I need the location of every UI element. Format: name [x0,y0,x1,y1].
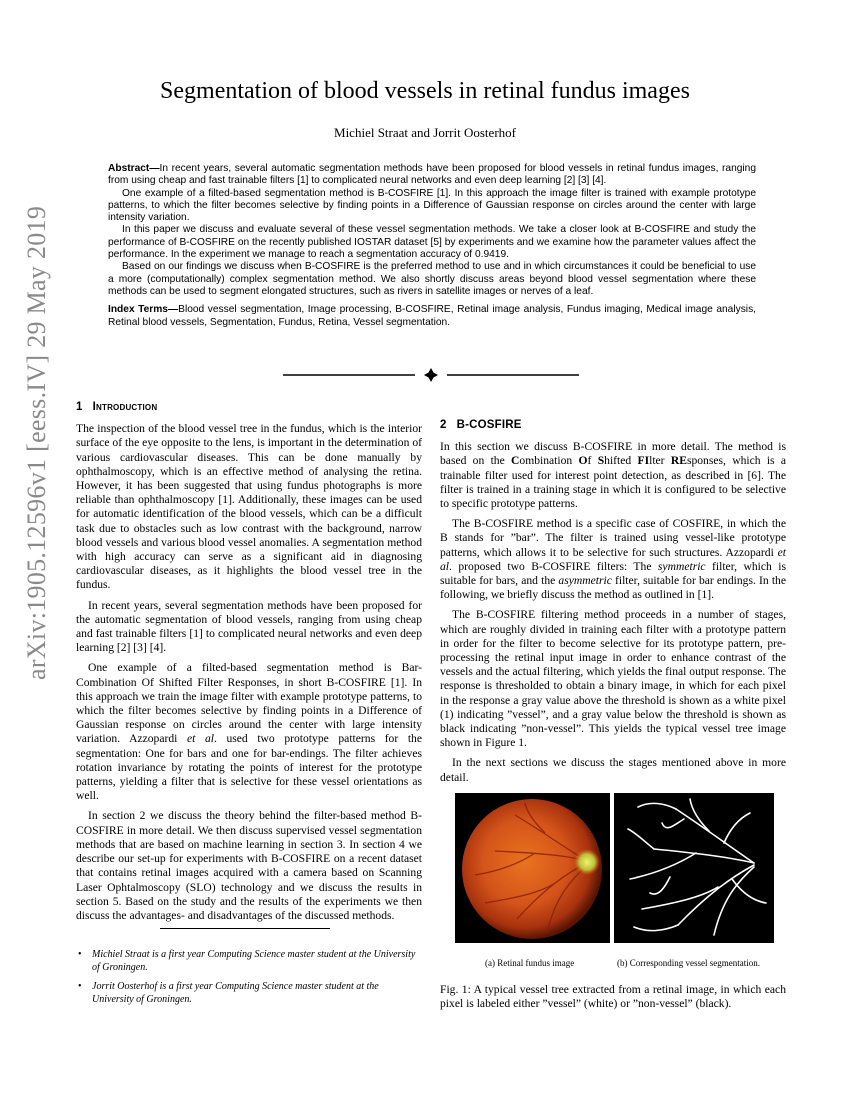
retinal-fundus-image [455,793,610,943]
paper-title: Segmentation of blood vessels in retinal fundus images [160,78,690,104]
abstract-p4: Based on our findings we discuss when B-COSFIRE is the preferred method to use and in which circumstances it could be beneficial to use a more (computationally) complex segmentation method. We also shortly discuss areas beyond blood vessel segmentation where these methods can be used to segment elongated structures, such as rivers in satellite images or nerves of a leaf. [108,261,756,297]
abstract-label: Abstract [108,163,150,174]
footnotes [76,948,422,1012]
footnote-rule [160,928,330,929]
left-column [76,400,422,929]
figure-caption: Fig. 1: A typical vessel tree extracted from a retinal image, in which each pixel is labeled either ”vessel” (white) or ”non-vessel” (black). [440,983,786,1011]
bcosfire-p2: The B-COSFIRE method is a specific case of COSFIRE, in which the B stands for ”bar”. The filter is trained using vessel-like prototype patterns, which allows it to be selective for such structures. Azzopardi et al. proposed two B-COSFIRE filters: The symmetric filter, which is suitable for bars, and the asymmetric filter, suitable for bar endings. In the following, we briefly discuss the method as outlined in [1]. [440,517,786,602]
bcosfire-p4: In the next sections we discuss the stages mentioned above in more detail. [440,756,786,784]
intro-p3: One example of a filted-based segmentation method is Bar-Combination Of Shifted Filter Responses, in short B-COSFIRE [1]. In this approach we train the image filter with example prototype patterns, to which the filter becomes selective by finding points in a Difference of Gaussian response on circles around the center with large intensity variation. Azzopardi et al. used two prototype patterns for the segmentation: One for bars and one for bar-endings. The filter achieves rotation invariance by rotating the points of interest for the prototype patterns, yielding a filter that is selective for these vessel orientations as well. [76,661,422,803]
paper-authors: Michiel Straat and Jorrit Oosterhof [334,125,516,140]
footnote-1: • Michiel Straat is a first year Computing Science master student at the University of Groningen. [76,948,422,974]
subcaption-a: (a) Retinal fundus image [485,958,575,968]
index-terms-label: Index Terms [108,304,168,316]
abstract-p1: In recent years, several automatic segmentation methods have been proposed for blood vessels in retinal fundus images, ranging from using cheap and fast trainable filters [1] to complicated neural networks and even deep learning [2] [3] [4]. [108,163,756,187]
subcaption-b: (b) Corresponding vessel segmentation. [617,958,760,968]
intro-p4: In section 2 we discuss the theory behind the filter-based method B-COSFIRE in more detail. We then discuss supervised vessel segmentation methods that are based on machine learning in section 3. In section 4 we describe our set-up for experiments with B-COSFIRE on a recent dataset that contains retinal images acquired with a camera based on Scanning Laser Ophtalmoscopy (SLO) technology and we discuss the results in section 5. Based on the study and the results of the experiments we then discuss the advantages- and disadvantages of the discussed methods. [76,809,422,922]
right-column [440,418,786,791]
index-terms: Index Terms—Blood vessel segmentation, Image processing, B-COSFIRE, Retinal image analysis, Fundus imaging, Medical image analysis, Retinal blood vessels, Segmentation, Fundus, Retina, Vessel segmentation. [108,304,756,328]
footnote-2: • Jorrit Oosterhof is a first year Computing Science master student at the University of Groningen. [76,980,422,1006]
section-2-heading: 2 B-COSFIRE [440,419,522,431]
vessel-segmentation-image [614,793,774,943]
abstract-p2: One example of a filted-based segmentation method is B-COSFIRE [1]. In this approach the image filter is trained with example prototype patterns, to which the filter becomes selective by finding points in a Difference of Gaussian response on circles around the center with large intensity variation. [108,187,756,224]
abstract: Abstract—In recent years, several automatic segmentation methods have been proposed for blood vessels in retinal fundus images, ranging from using cheap and fast trainable filters [1] to complicated neural networks and even deep learning [2] [3] [4]. One example of a filted-based segmentation method is B-COSFIRE [1]. In this approach the image filter is trained with example prototype patterns, to which the filter becomes selective by finding points in a Difference of Gaussian response on circles around the center with large intensity variation. In this paper we discuss and evaluate several of these vessel segmentation methods. We take a closer look at B-COSFIRE and study the performance of B-COSFIRE on the recently published IOSTAR dataset [5] by experiments and we examine how the parameter values affect the performance. In the experiment we manage to reach a segmentation accuracy of 0.9419. Based on our findings we discuss when B-COSFIRE is the preferred method to use and in which circumstances it could be beneficial to use a more (computationally) complex segmentation method. We also shortly discuss areas beyond blood vessel segmentation where these methods can be used to segment elongated structures, such as rivers in satellite images or nerves of a leaf. Index Terms—Blood vessel segmentation, Image processing, B-COSFIRE, Retinal image analysis, Fundus imaging, Medical image analysis, Retinal blood vessels, Segmentation, Fundus, Retina, Vessel segmentation. [108,163,756,328]
bcosfire-p3: The B-COSFIRE filtering method proceeds in a number of stages, which are roughly divided in training each filter with a prototype pattern in order for the filter to become selective for its prototype pattern, pre-processing the retinal input image in order to enhance contrast of the vessels and the actual filtering, which yields the final output response. The response is thresholded to obtain a binary image, in which for each pixel in the response a gray value above the threshold is shown as a white pixel (1) indicating ”vessel”, and a gray value below the threshold is shown as black indicating ”non-vessel”. This yields the typical vessel tree image shown in Figure 1. [440,608,786,750]
bcosfire-p1: In this section we discuss B-COSFIRE in more detail. The method is based on the Combination Of Shifted FIlter REsponses, which is a trainable filter used for interest point detection, as described in [6]. The filter is trained in a training stage in which it is configured to be selective to specific prototype patterns. [440,440,786,511]
arxiv-stamp: arXiv:1905.12596v1 [eess.IV] 29 May 2019 [22,205,51,680]
section-divider [283,368,579,382]
intro-p2: In recent years, several segmentation methods have been proposed for the automatic segmentation of blood vessels, ranging from using cheap and fast trainable filters [1] to complicated neural networks and even deep learning [2] [3] [4]. [76,598,422,655]
section-1-heading: 1 Introduction [76,401,158,413]
intro-p1: The inspection of the blood vessel tree in the fundus, which is the interior surface of the eye opposite to the lens, is important in the determination of various cardiovascular diseases. This can be done manually by ophthalmoscopy, which is an effective method of analysing the retina. However, it has been suggested that using fundus photographs is more reliable than ophthalmoscopy [1]. Additionally, these images can be used for automatic identification of the blood vessels, which can be a difficult task due to obstacles such as low contrast with the background, narrow blood vessels and various blood vessel anomalies. A segmentation method with high accuracy can serve as a significant aid in diagnosing cardiovascular diseases, as it highlights the blood vessel tree in the fundus. [76,422,422,592]
abstract-p3: In this paper we discuss and evaluate several of these vessel segmentation methods. We take a closer look at B-COSFIRE and study the performance of B-COSFIRE on the recently published IOSTAR dataset [5] by experiments and we examine how the parameter values affect the performance. In the experiment we manage to reach a segmentation accuracy of 0.9419. [108,224,756,261]
index-terms-text: Blood vessel segmentation, Image processing, B-COSFIRE, Retinal image analysis, Fundus imaging, Medical image analysis, Retinal blood vessels, Segmentation, Fundus, Retina, Vessel segmentation. [108,304,756,328]
